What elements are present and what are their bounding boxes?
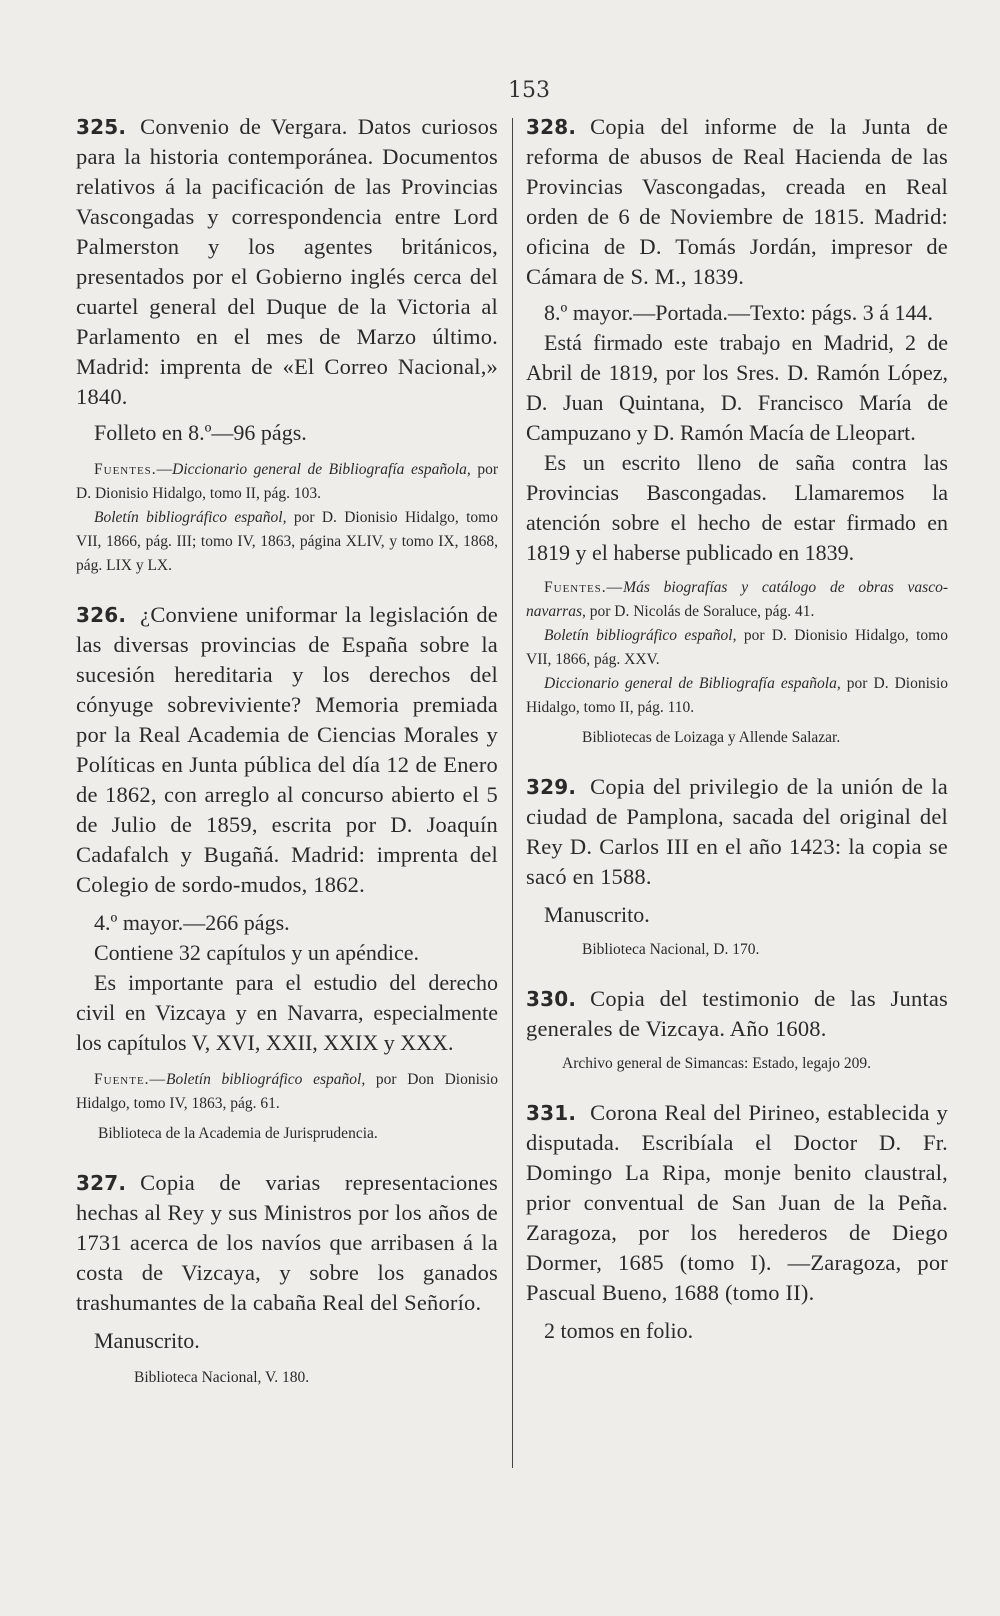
entry-331 (526, 1098, 948, 1346)
entry-number: 330. (526, 987, 577, 1011)
entry-329-title (526, 772, 948, 892)
entry-331-body: Corona Real del Pirineo, establecida y disputada. Escribíala el Doctor D. Fr. Domingo La Ripa, monje benito claustral, prior conventual de San Juan de la Peña. Zaragoza, por los herederos de Diego Dormer, 1685 (tomo I). —Zaragoza, por Pascual Bueno, 1688 (tomo II). (526, 1100, 948, 1305)
entry-331-title (526, 1098, 948, 1308)
entry-328-title (526, 112, 948, 292)
entry-327-library: Biblioteca Nacional, V. 180. (134, 1369, 310, 1386)
entry-328-source-3 (526, 672, 948, 720)
entry-328-body: Copia del informe de la Junta de reforma de abusos de Real Hacienda de las Provincias Vascongadas, creada en Real orden de 6 de Noviembre de 1815. Madrid: oficina de D. Tomás Jordán, impresor de Cámara de S. M., 1839. (526, 114, 948, 289)
source-title: Boletín bibliográfico español, (94, 509, 287, 526)
entry-number: 327. (76, 1171, 127, 1195)
entry-330-library: Archivo general de Simancas: Estado, legajo 209. (562, 1055, 872, 1072)
entry-325-body: Convenio de Vergara. Datos curiosos para la historia contemporánea. Documentos relativos á la pacificación de las Provincias Vascongadas y correspondencia entre Lord Palmerston y los agentes británicos, presentados por el Gobierno inglés cerca del cuartel general del Duque de la Victoria al Parlamento en el mes de Marzo último. Madrid: imprenta de «El Correo Nacional,» 1840. (76, 114, 498, 409)
entry-325-source-1: Fuentes.—Diccionario general de Bibliografía española, por D. Dionisio Hidalgo, tomo II, pág. 103. (76, 461, 498, 502)
entry-329-body: Copia del privilegio de la unión de la ciudad de Pamplona, sacada del original del Rey D. Carlos III en el año 1423: la copia se sacó en 1588. (526, 774, 948, 889)
entry-328-note-1: Está firmado este trabajo en Madrid, 2 de Abril de 1819, por los Sres. D. Ramón López, D. Juan Quintana, D. Francisco María de Campuzano y D. Ramón Macía de Lleopart. (526, 330, 948, 445)
source-title: Diccionario general de Bibliografía española, (172, 461, 471, 478)
entry-328-library: Bibliotecas de Loizaga y Allende Salazar. (582, 729, 841, 746)
source-title: Diccionario general de Bibliografía española, (544, 675, 841, 692)
sources-label: Fuentes.— (544, 579, 624, 596)
entry-326-title (76, 600, 498, 900)
entry-325-source-2 (76, 506, 498, 578)
source-rest: por D. Dionisio Hidalgo, tomo II, pág. 110. (526, 675, 949, 716)
entry-331-format: 2 tomos en folio. (544, 1318, 694, 1343)
right-column (526, 112, 948, 1346)
entry-number: 325. (76, 115, 127, 139)
entry-328-note-2: Es un escrito lleno de saña contra las Provincias Bascongadas. Llamaremos la atención sobre el hecho de estar firmado en 1819 y el haberse publicado en 1839. (526, 450, 948, 565)
entry-327-format: Manuscrito. (94, 1328, 200, 1353)
entry-number: 331. (526, 1101, 577, 1125)
entry-326-library: Biblioteca de la Academia de Jurisprudencia. (98, 1125, 378, 1142)
entry-329-library: Biblioteca Nacional, D. 170. (582, 941, 760, 958)
source-rest: por Don Dionisio Hidalgo, tomo IV, 1863, pág. 61. (76, 1071, 499, 1112)
entry-328-source-2 (526, 624, 948, 672)
source-rest: por D. Nicolás de Soraluce, pág. 41. (589, 603, 815, 620)
entry-330-title (526, 984, 948, 1044)
source-rest: por D. Dionisio Hidalgo, tomo VII, 1866, pág. III; tomo IV, 1863, página XLIV, y tomo IX, 1868, pág. LIX y LX. (76, 509, 498, 574)
entry-325-format: Folleto en 8.º—96 págs. (94, 420, 307, 445)
source-rest: por D. Dionisio Hidalgo, tomo II, pág. 103. (76, 461, 498, 502)
entry-325 (76, 112, 498, 578)
left-column (76, 112, 498, 1390)
entry-326 (76, 600, 498, 1146)
entry-326-note-2: Es importante para el estudio del derecho civil en Vizcaya y en Navarra, especialmente los capítulos V, XVI, XXII, XXIX y XXX. (76, 970, 498, 1055)
column-divider (512, 118, 513, 1468)
entry-326-format: 4.º mayor.—266 págs. (94, 910, 290, 935)
source-title: Más biografías y catálogo de obras vasco-navarras, (526, 579, 948, 620)
source-title: Boletín bibliográfico español, (544, 627, 737, 644)
entry-329 (526, 772, 948, 962)
entry-number: 329. (526, 775, 577, 799)
entry-328-source-1 (526, 576, 948, 624)
entry-329-format: Manuscrito. (544, 902, 650, 927)
page-number: 153 (508, 78, 550, 103)
entry-327 (76, 1168, 498, 1390)
entry-330 (526, 984, 948, 1076)
entry-325-title (76, 112, 498, 412)
entry-330-body: Copia del testimonio de las Juntas generales de Vizcaya. Año 1608. (526, 986, 948, 1041)
entry-327-body: Copia de varias representaciones hechas al Rey y sus Ministros por los años de 1731 acerca de los navíos que arribasen á la costa de Vizcaya, y sobre los ganados trashumantes de la cabaña Real del Señorío. (76, 1170, 498, 1315)
entry-328 (526, 112, 948, 750)
entry-326-body: ¿Conviene uniformar la legislación de las diversas provincias de España sobre la sucesión hereditaria y los derechos del cónyuge sobreviviente? Memoria premiada por la Real Academia de Ciencias Morales y Políticas en Junta pública del día 12 de Enero de 1862, con arreglo al concurso abierto el 5 de Julio de 1859, escrita por D. Joaquín Cadafalch y Bugañá. Madrid: imprenta del Colegio de sordo-mudos, 1862. (76, 602, 498, 897)
entry-326-note-1: Contiene 32 capítulos y un apéndice. (94, 940, 420, 965)
entry-326-source (76, 1068, 498, 1116)
sources-label: Fuentes. (94, 461, 157, 478)
entry-number: 326. (76, 603, 127, 627)
entry-328-format: 8.º mayor.—Portada.—Texto: págs. 3 á 144. (544, 300, 933, 325)
source-rest: por D. Dionisio Hidalgo, tomo VII, 1866, pág. XXV. (526, 627, 948, 668)
entry-number: 328. (526, 115, 577, 139)
entry-327-title (76, 1168, 498, 1318)
source-title: Boletín bibliográfico español, (166, 1071, 366, 1088)
source-label: Fuente.— (94, 1071, 167, 1088)
